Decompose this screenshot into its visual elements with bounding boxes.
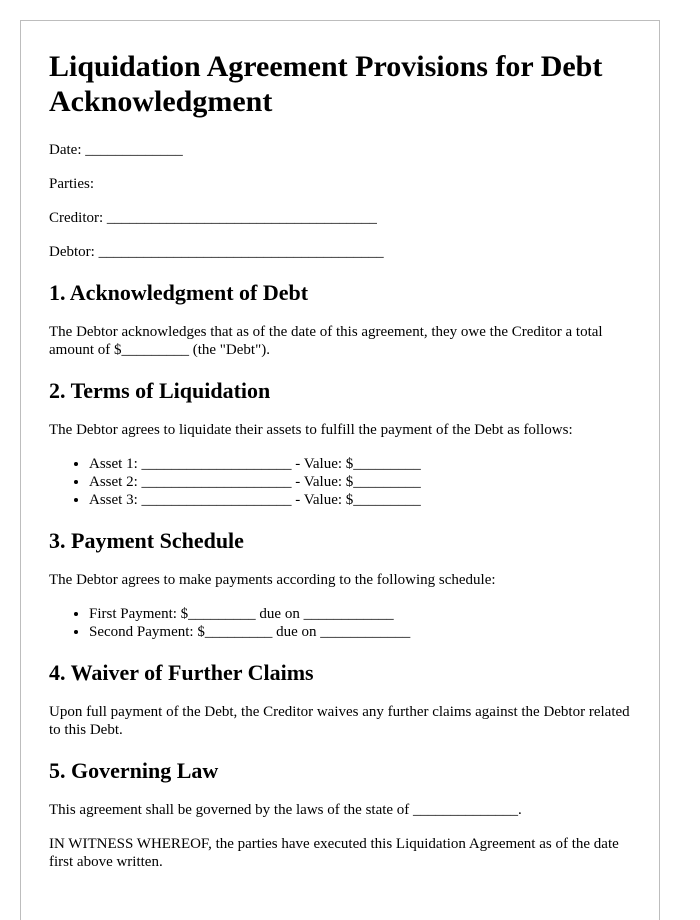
section-text-waiver: Upon full payment of the Debt, the Creditor waives any further claims against the Debtor related to this Debt. — [49, 704, 630, 738]
section-heading-waiver: 4. Waiver of Further Claims — [49, 660, 314, 685]
section-text-liquidation: The Debtor agrees to liquidate their assets to fulfill the payment of the Debt as follows: — [49, 422, 573, 438]
date-field: Date: _____________ — [49, 142, 183, 158]
section-text-acknowledgment: The Debtor acknowledges that as of the date of this agreement, they owe the Creditor a total amount of $_________ (the "Debt"). — [49, 324, 603, 358]
list-item: • Second Payment: $_________ due on ____________ — [89, 623, 631, 641]
asset-list — [49, 455, 631, 509]
list-item: • Asset 1: ____________________ - Value: $_________ — [89, 455, 631, 473]
section-heading-payment-schedule: 3. Payment Schedule — [49, 528, 244, 553]
witness-clause: IN WITNESS WHEREOF, the parties have executed this Liquidation Agreement as of the date first above written. — [49, 836, 619, 870]
list-item: • Asset 3: ____________________ - Value: $_________ — [89, 491, 631, 509]
list-item: • Asset 2: ____________________ - Value: $_________ — [89, 473, 631, 491]
document-title: Liquidation Agreement Provisions for Debt Acknowledgment — [49, 50, 603, 118]
section-text-payment-schedule: The Debtor agrees to make payments according to the following schedule: — [49, 572, 496, 588]
creditor-field: Creditor: ____________________________________ — [49, 210, 377, 226]
section-heading-acknowledgment: 1. Acknowledgment of Debt — [49, 280, 309, 305]
section-heading-liquidation: 2. Terms of Liquidation — [49, 378, 271, 403]
payment-list — [49, 605, 631, 641]
document-page — [20, 20, 660, 920]
section-text-governing-law: This agreement shall be governed by the laws of the state of ______________. — [49, 802, 522, 818]
list-item: • First Payment: $_________ due on ____________ — [89, 605, 631, 623]
parties-label: Parties: — [49, 176, 94, 192]
debtor-field: Debtor: ______________________________________ — [49, 244, 384, 260]
section-heading-governing-law: 5. Governing Law — [49, 758, 219, 783]
